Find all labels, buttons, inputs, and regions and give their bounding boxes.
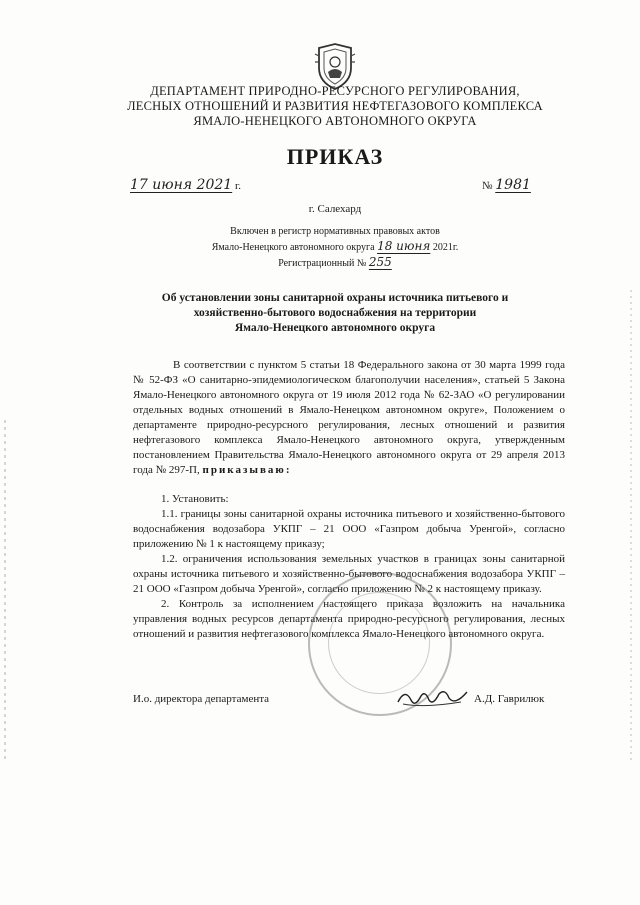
order-number — [482, 177, 565, 193]
handwritten-signature — [395, 684, 470, 710]
signatory-position: И.о. директора департамента — [133, 693, 270, 705]
subject-line-2: хозяйственно-бытового водоснабжения на территории — [193, 307, 477, 319]
registry-block — [0, 224, 640, 271]
date-suffix: г. — [234, 180, 241, 192]
dept-line-1: ДЕПАРТАМЕНТ ПРИРОДНО-РЕСУРСНОГО РЕГУЛИРОВАНИЯ, — [150, 84, 520, 98]
order-subject — [0, 291, 640, 336]
scan-edge-right — [630, 290, 632, 760]
number-prefix: № — [482, 180, 493, 192]
item-2: 2. Контроль за исполнением настоящего приказа возложить на начальника управления водных ресурсов департамента природно-ресурсного регулирования, лесных отношений и развития нефтегазового комплекса Ямало-Ненецкого автономного округа. — [133, 598, 565, 640]
signatory-name: А.Д. Гаврилюк — [474, 693, 545, 705]
registry-line-1: Включен в регистр нормативных правовых актов — [230, 226, 440, 237]
preamble-paragraph: В соответствии с пунктом 5 статьи 18 Федерального закона от 30 марта 1999 года № 52-ФЗ «О санитарно-эпидемиологическом благополучии населения», статьей 5 Закона Ямало-Ненецкого автономного округа от 19 июля 2012 года № 62-ЗАО «О регулировании отдельных водных отношений в Ямало-Ненецком автономном округе», Положением о департаменте природно-ресурсного регулирования, лесных отношений и развития нефтегазового комплекса Ямало-Ненецкого автономного округа, утвержденным постановлением Правительства Ямало-Ненецкого автономного округа от 29 апреля 2013 года № 297-П, приказываю: — [133, 359, 565, 476]
registry-line-2: Ямало-Ненецкого автономного округа 18 июня 2021г. — [211, 239, 459, 253]
subject-line-3: Ямало-Ненецкого автономного округа — [234, 322, 436, 334]
order-word: приказываю: — [202, 464, 292, 476]
registry-date: 18 июня — [377, 239, 431, 253]
date-handwritten: 17 июня 2021 — [130, 177, 233, 193]
registry-number: 255 — [368, 255, 392, 269]
scan-edge-left — [4, 420, 6, 760]
registry-line-3: Регистрационный № 255 — [278, 255, 392, 269]
dept-line-3: ЯМАЛО-НЕНЕЦКОГО АВТОНОМНОГО ОКРУГА — [193, 114, 477, 128]
subject-line-1: Об установлении зоны санитарной охраны источника питьевого и — [161, 292, 509, 304]
document-title: ПРИКАЗ — [286, 144, 384, 169]
number-handwritten: 1981 — [495, 177, 531, 193]
registry-year: 2021г. — [432, 242, 459, 253]
department-header — [0, 84, 640, 129]
item-1-1: 1.1. границы зоны санитарной охраны источника питьевого и хозяйственно-бытового водоснабжения водозабора УКПГ – 21 ООО «Газпром добыча Уренгой», согласно приложению № 1 к настоящему приказу; — [133, 508, 565, 550]
dept-line-2: ЛЕСНЫХ ОТНОШЕНИЙ И РАЗВИТИЯ НЕФТЕГАЗОВОГО КОМПЛЕКСА — [127, 99, 543, 113]
item-1: 1. Установить: — [161, 493, 229, 505]
item-1-2: 1.2. ограничения использования земельных участков в границах зоны санитарной охраны источника питьевого и хозяйственно-бытового водоснабжения водозабора УКПГ – 21 ООО «Газпром добыча Уренгой», согласно приложению № 2 к настоящему приказу. — [133, 553, 565, 595]
city: г. Салехард — [308, 203, 362, 215]
order-date — [130, 177, 241, 193]
